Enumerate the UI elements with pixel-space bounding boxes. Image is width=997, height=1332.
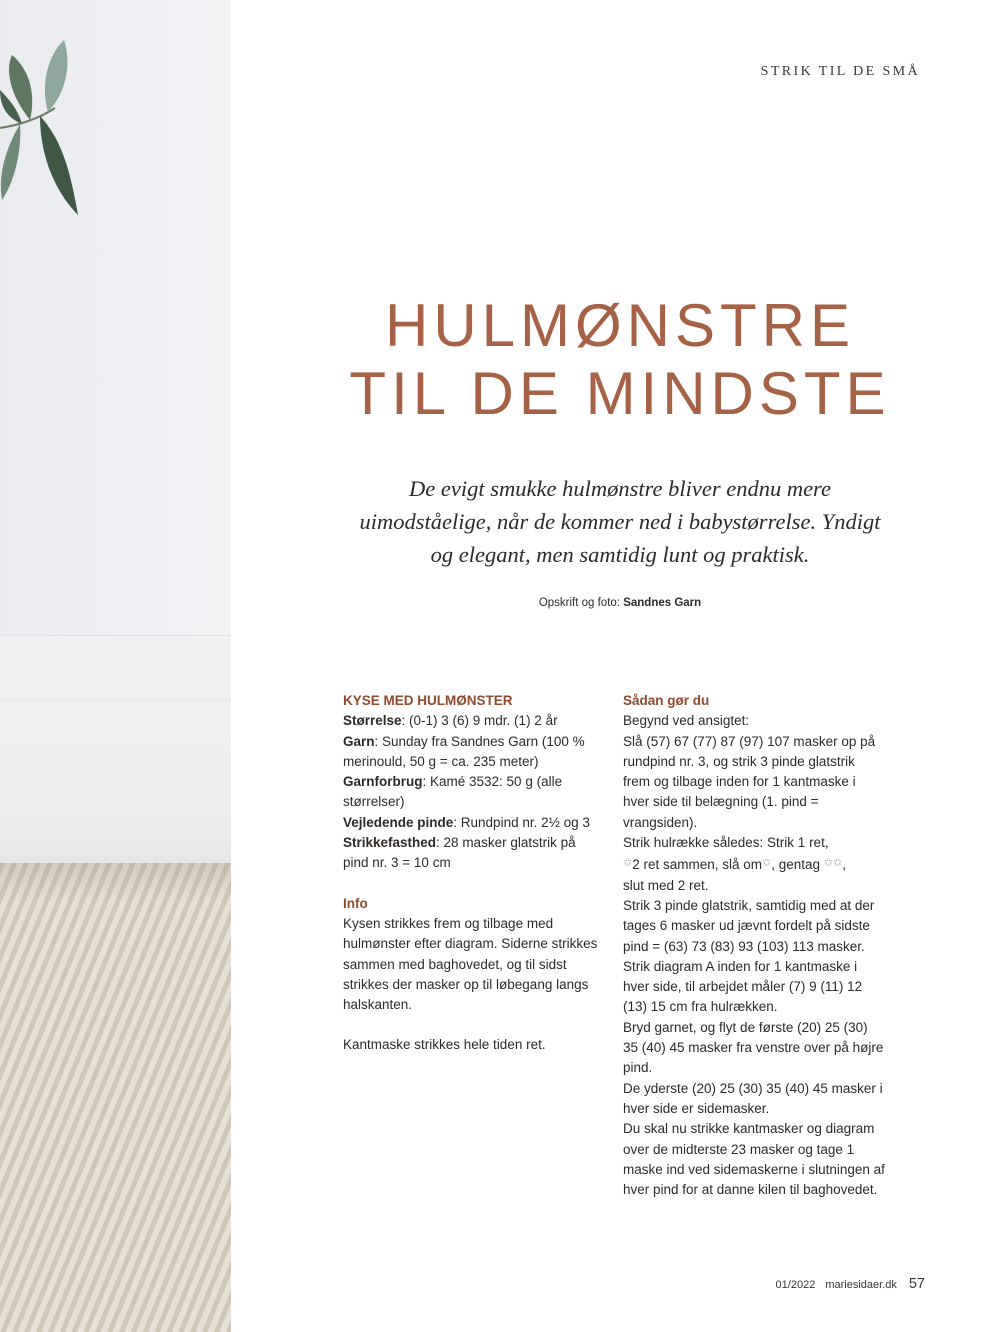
spec-text: : (0-1) 3 (6) 9 mdr. (1) 2 år [401, 713, 558, 729]
instructions-heading: Sådan gør du [623, 693, 710, 708]
star-icon: ✩ [762, 857, 772, 870]
eyelet-text-3: , gentag [771, 857, 821, 873]
instruction-break-yarn: Bryd garnet, og flyt de første (20) 25 (30) 35 (40) 45 masker fra venstre over på højre pind. [623, 1019, 884, 1076]
spec-yarn [343, 732, 601, 773]
spec-text: : Sunday fra Sandnes Garn (100 % merinould, 50 g = ca. 235 meter) [343, 733, 585, 769]
instruction-increase: Strik 3 pinde glatstrik, samtidig med at der tages 6 masker ud jævnt fordelt på sidste pind = (63) 73 (83) 93 (103) 113 masker. [623, 897, 875, 954]
title-line-1: HULMØNSTRE [384, 292, 856, 359]
skirting-line [0, 700, 231, 701]
instruction-cast-on: Slå (57) 67 (77) 87 (97) 107 masker op på rundpind nr. 3, og strik 3 pinde glatstrik frem og tilbage inden for 1 kantmaske i hver side til belægning (1. pind = vrangsiden). [623, 733, 876, 830]
spec-gauge [343, 833, 601, 874]
spec-text: : Kamé 3532: 50 g (alle størrelser) [343, 774, 563, 810]
spec-label: Strikkefasthed [343, 835, 437, 851]
page-title [300, 292, 940, 428]
eyelet-text-1: Strik hulrække således: Strik 1 ret, [623, 835, 829, 851]
materials-column [343, 691, 601, 1056]
instruction-start: Begynd ved ansigtet: [623, 713, 750, 729]
floor-shadow [0, 863, 231, 903]
eucalyptus-branch-icon [0, 0, 231, 260]
lead-line-2: uimodståelige, når de kommer ned i babystørrelse. Yndigt [359, 509, 881, 534]
eyelet-text-2: 2 ret sammen, slå om [632, 857, 763, 873]
eyelet-text-4: , [842, 857, 846, 873]
spec-text: : 28 masker glatstrik på pind nr. 3 = 10 cm [343, 835, 576, 871]
lead-paragraph [330, 472, 910, 571]
instruction-back-of-head: Du skal nu strikke kantmasker og diagram over de midterste 23 masker og tage 1 maske ind ved sidemaskerne i slutningen af hver pind for at danne kilen til baghovedet. [623, 1121, 885, 1198]
spec-label: Størrelse [343, 713, 402, 729]
info-text: Kysen strikkes frem og tilbage med hulmønster efter diagram. Siderne strikkes sammen med baghovedet, og til sidst strikkes der masker op til løbegang langs halskanten. [343, 915, 598, 1013]
spec-size [343, 711, 601, 731]
pattern-heading: KYSE MED HULMØNSTER [343, 693, 513, 708]
carpet-floor [0, 863, 231, 1332]
website: mariesidaer.dk [825, 1279, 897, 1291]
wall-panel [0, 635, 231, 864]
spec-text: : Rundpind nr. 2½ og 3 [453, 814, 590, 830]
info-heading: Info [343, 895, 368, 911]
section-label: STRIK TIL DE SMÅ [760, 64, 920, 79]
cover-photo [0, 0, 231, 1332]
credit-label: Opskrift og foto: [538, 597, 620, 609]
star-icon: ✩ [623, 857, 633, 870]
spec-label: Vejledende pinde [343, 814, 454, 830]
issue-number: 01/2022 [775, 1279, 816, 1291]
credit-value: Sandnes Garn [623, 597, 702, 609]
page-number: 57 [908, 1276, 925, 1292]
spec-yarn-usage [343, 772, 601, 813]
title-line-2: TIL DE MINDSTE [349, 360, 891, 427]
spec-needles [343, 813, 601, 833]
edge-stitch-text: Kantmaske strikkes hele tiden ret. [343, 1037, 546, 1053]
page-footer [776, 1276, 925, 1292]
star-icon: ✩ [823, 857, 834, 870]
spec-label: Garn [343, 733, 375, 749]
instructions-column [623, 691, 885, 1200]
eyelet-text-5: slut med 2 ret. [623, 877, 709, 893]
spec-label: Garnforbrug [343, 774, 423, 790]
star-icon: ✩ [833, 857, 843, 870]
photo-credit [330, 597, 910, 609]
instruction-eyelet-row [623, 833, 885, 896]
lead-line-3: og elegant, men samtidig lunt og praktisk. [430, 542, 810, 567]
lead-line-1: De evigt smukke hulmønstre bliver endnu mere [409, 476, 831, 501]
instruction-diagram-a: Strik diagram A inden for 1 kantmaske i hver side, til arbejdet måler (7) 9 (11) 12 (13) 15 cm fra hulrækken. [623, 958, 863, 1015]
instruction-side-stitches: De yderste (20) 25 (30) 35 (40) 45 masker i hver side er sidemasker. [623, 1080, 883, 1116]
